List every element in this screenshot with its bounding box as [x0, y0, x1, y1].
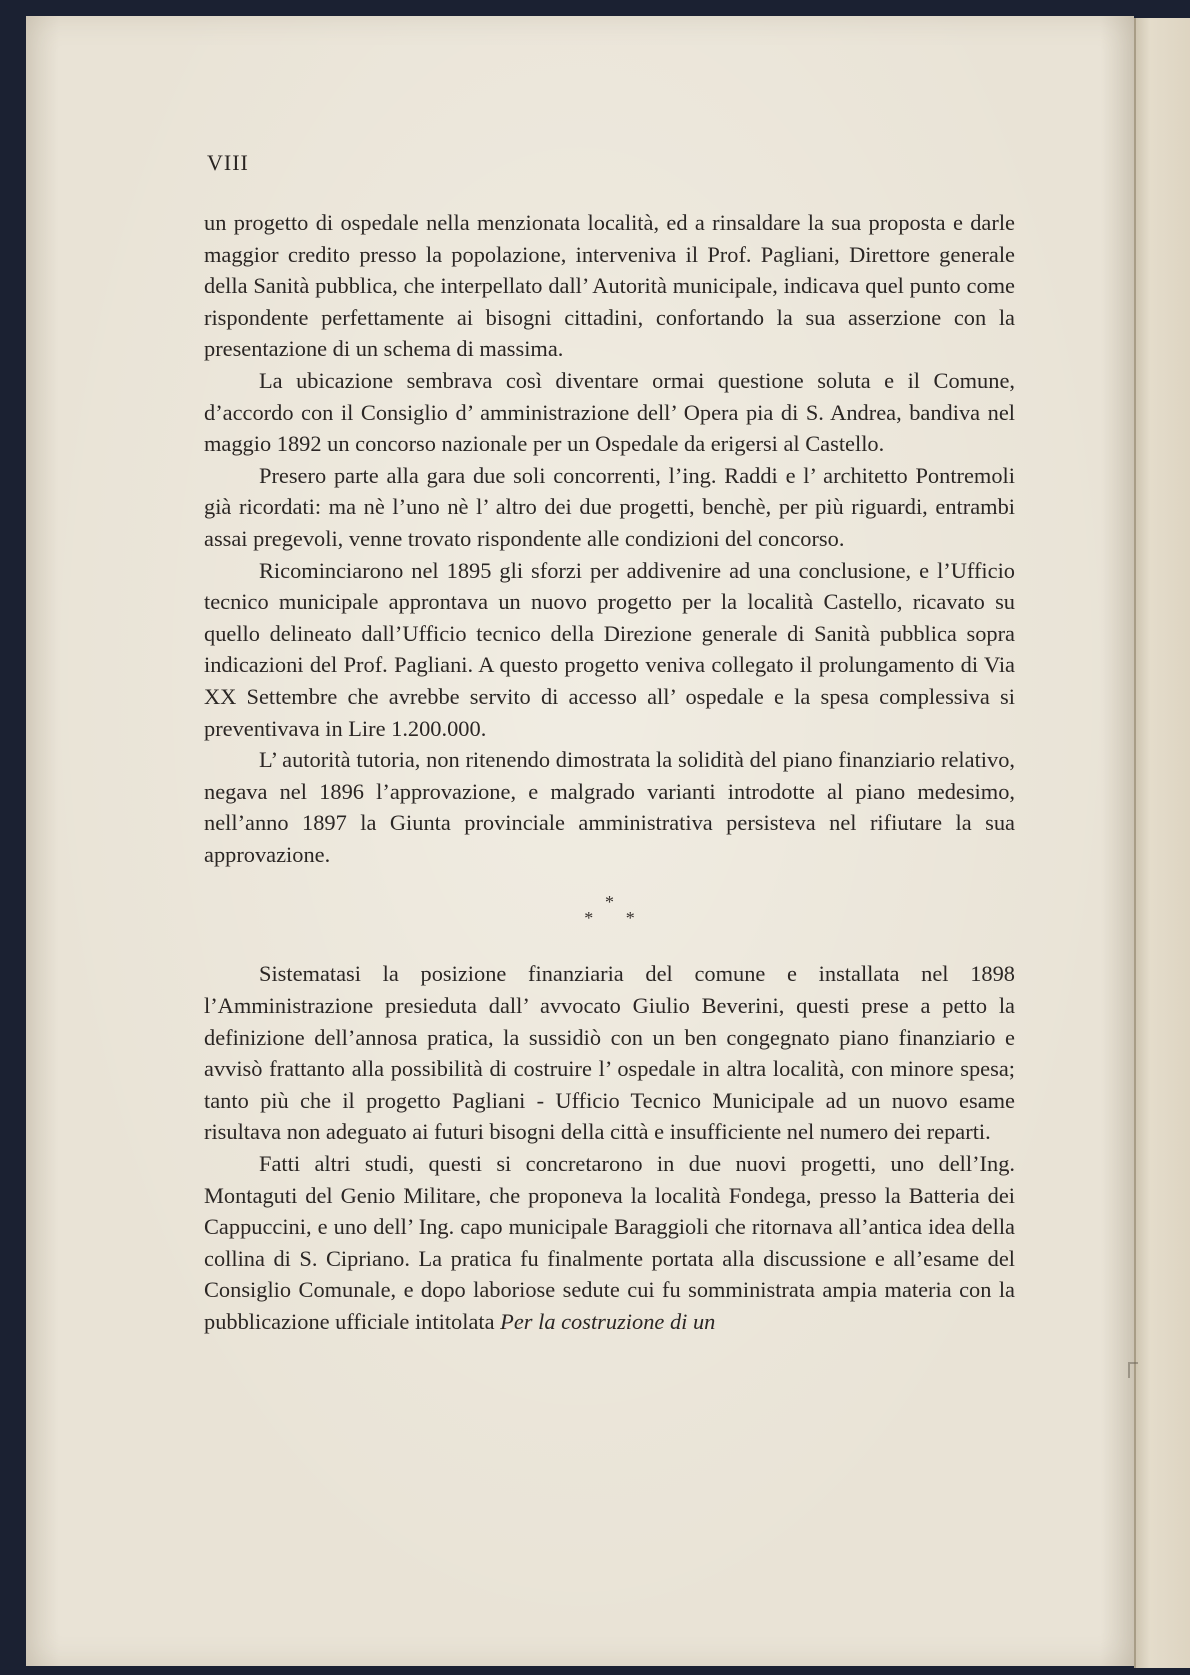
paragraph-5: L’ autorità tutoria, non ritenendo dimostrata la solidità del piano finanziario relativo, negava nel 1896 l’approvazione, e malgrado varianti introdotte al piano medesimo, nell’anno 1897 la Giunta provinciale amministrativa persisteva nel rifiutare la sua approvazione. [204, 747, 1015, 867]
asterism-bottom: * * [584, 908, 649, 929]
paragraph-4: Ricominciarono nel 1895 gli sforzi per addivenire ad una conclusione, e l’Ufficio tecnico municipale approntava un nuovo progetto per la località Castello, ricavato su quello delineato dall’Ufficio tecnico della Direzione generale di Sanità pubblica sopra indicazioni del Prof. Pagliani. A questo progetto veniva collegato il prolungamento di Via XX Settembre che avrebbe servito di accesso all’ ospedale e la spesa complessiva si preventivava in Lire 1.200.000. [204, 557, 1015, 741]
section-break-asterism [204, 892, 1015, 929]
asterism-top: * [605, 892, 614, 913]
body-text [204, 207, 1015, 1338]
paragraph-3: Presero parte alla gara due soli concorrenti, l’ing. Raddi e l’ architetto Pontremoli già ricordati: ma nè l’uno nè l’ altro dei due progetti, benchè, per più riguardi, entrambi assai pregevoli, venne trovato rispondente alle condizioni del concorso. [204, 462, 1015, 551]
margin-mark [1128, 1362, 1138, 1378]
publication-title-italic: Per la costruzione di un [500, 1309, 716, 1334]
paragraph-7 [204, 1148, 1015, 1338]
page-number: VIII [207, 150, 249, 175]
paragraph-6: Sistematasi la posizione finanziaria del comune e installata nel 1898 l’Amministrazione presieduta dall’ avvocato Giulio Beverini, questi prese a petto la definizione dell’annosa pratica, la sussidiò con un ben congegnato piano finanziario e avvisò frattanto alla possibilità di costruire l’ ospedale in altra località, con minore spesa; tanto più che il progetto Pagliani - Ufficio Tecnico Municipale ad un nuovo esame risultava non adeguato ai futuri bisogni della città e insufficiente nel numero dei reparti. [204, 961, 1015, 1145]
adjacent-page-edge [1134, 18, 1190, 1668]
paragraph-7-text: Fatti altri studi, questi si concretarono in due nuovi progetti, uno dell’Ing. Montaguti del Genio Militare, che proponeva la località Fondega, presso la Batteria dei Cappuccini, e uno dell’ Ing. capo municipale Baraggioli che ritornava all’antica idea della collina di S. Cipriano. La pratica fu finalmente portata alla discussione e all’esame del Consiglio Comunale, e dopo laboriose sedute cui fu somministrata ampia materia con la pubblicazione ufficiale intitolata [204, 1151, 1015, 1334]
paragraph-1: un progetto di ospedale nella menzionata località, ed a rinsaldare la sua proposta e darle maggior credito presso la popolazione, interveniva il Prof. Pagliani, Direttore generale della Sanità pubblica, che interpellato dall’ Autorità municipale, indicava quel punto come rispondente perfettamente ai bisogni cittadini, confortando la sua asserzione con la presentazione di un schema di massima. [204, 210, 1015, 362]
paragraph-2: La ubicazione sembrava così diventare ormai questione soluta e il Comune, d’accordo con il Consiglio d’ amministrazione dell’ Opera pia di S. Andrea, bandiva nel maggio 1892 un concorso nazionale per un Ospedale da erigersi al Castello. [204, 367, 1015, 457]
